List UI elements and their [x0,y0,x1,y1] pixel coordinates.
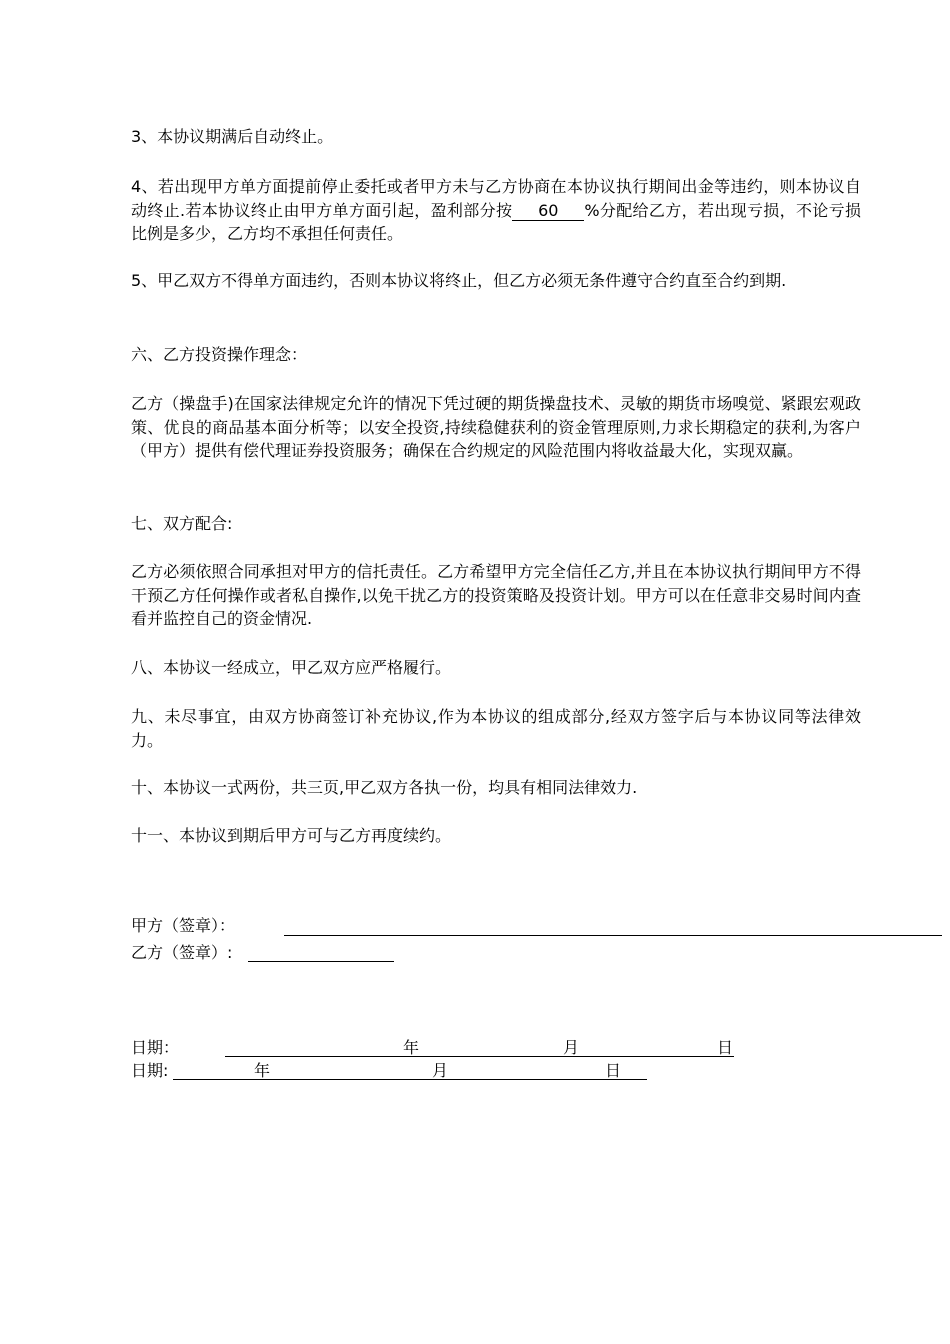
date-line-2[interactable] [173,1079,647,1080]
date-1-day: 日 [717,1038,734,1057]
section-10: 十、本协议一式两份，共三页,甲乙双方各执一份，均具有相同法律效力. [131,778,638,797]
section-9: 九、未尽事宜，由双方协商签订补充协议,作为本协议的组成部分,经双方签字后与本协议同等法律效力。 [131,707,861,750]
clause-3: 3、本协议期满后自动终止。 [131,127,334,146]
party-b-signature-line[interactable] [248,961,394,962]
date-1-year: 年 [403,1038,420,1057]
section-7-body: 乙方必须依照合同承担对甲方的信托责任。乙方希望甲方完全信任乙方,并且在本协议执行期间甲方不得干预乙方任何操作或者私自操作,以免干扰乙方的投资策略及投资计划。甲方可以在任意非交易时间内查看并监控自己的资金情况. [131,562,861,628]
section-8: 八、本协议一经成立，甲乙双方应严格履行。 [131,658,452,677]
party-a-signature-label: 甲方（签章）： [131,916,236,935]
clause-4 [131,175,861,246]
date-2-month: 月 [432,1061,449,1080]
clause-4-text-b: %分配给乙方，若出现亏损，不论亏损比例是多少，乙方均不承担任何责任。 [131,200,861,243]
clause-4-text-a: 4、若出现甲方单方面提前停止委托或者甲方未与乙方协商在本协议执行期间出金等违约，则本协议自动终止.若本协议终止由甲方单方面引起，盈利部分按 [131,177,861,220]
party-b-signature-label: 乙方（签章）: [131,943,233,962]
profit-share-percent: 60 [512,202,584,221]
date-2-year: 年 [254,1061,271,1080]
date-2-day: 日 [605,1061,622,1080]
date-line-1[interactable] [225,1056,734,1057]
date-1-month: 月 [563,1038,580,1057]
date-label-1: 日期： [131,1038,180,1057]
section-6-title: 六、乙方投资操作理念： [131,345,308,364]
date-label-2: 日期: [131,1061,169,1080]
section-7-title: 七、双方配合: [131,514,233,533]
party-a-signature-line[interactable] [284,935,942,936]
section-6-body: 乙方（操盘手)在国家法律规定允许的情况下凭过硬的期货操盘技术、灵敏的期货市场嗅觉、紧跟宏观政策、优良的商品基本面分析等；以安全投资,持续稳健获利的资金管理原则,力求长期稳定的获利,为客户（甲方）提供有偿代理证券投资服务；确保在合约规定的风险范围内将收益最大化，实现双赢。 [131,394,861,460]
section-11: 十一、本协议到期后甲方可与乙方再度续约。 [131,826,452,845]
clause-5: 5、甲乙双方不得单方面违约，否则本协议将终止，但乙方必须无条件遵守合约直至合约到期. [131,271,787,290]
